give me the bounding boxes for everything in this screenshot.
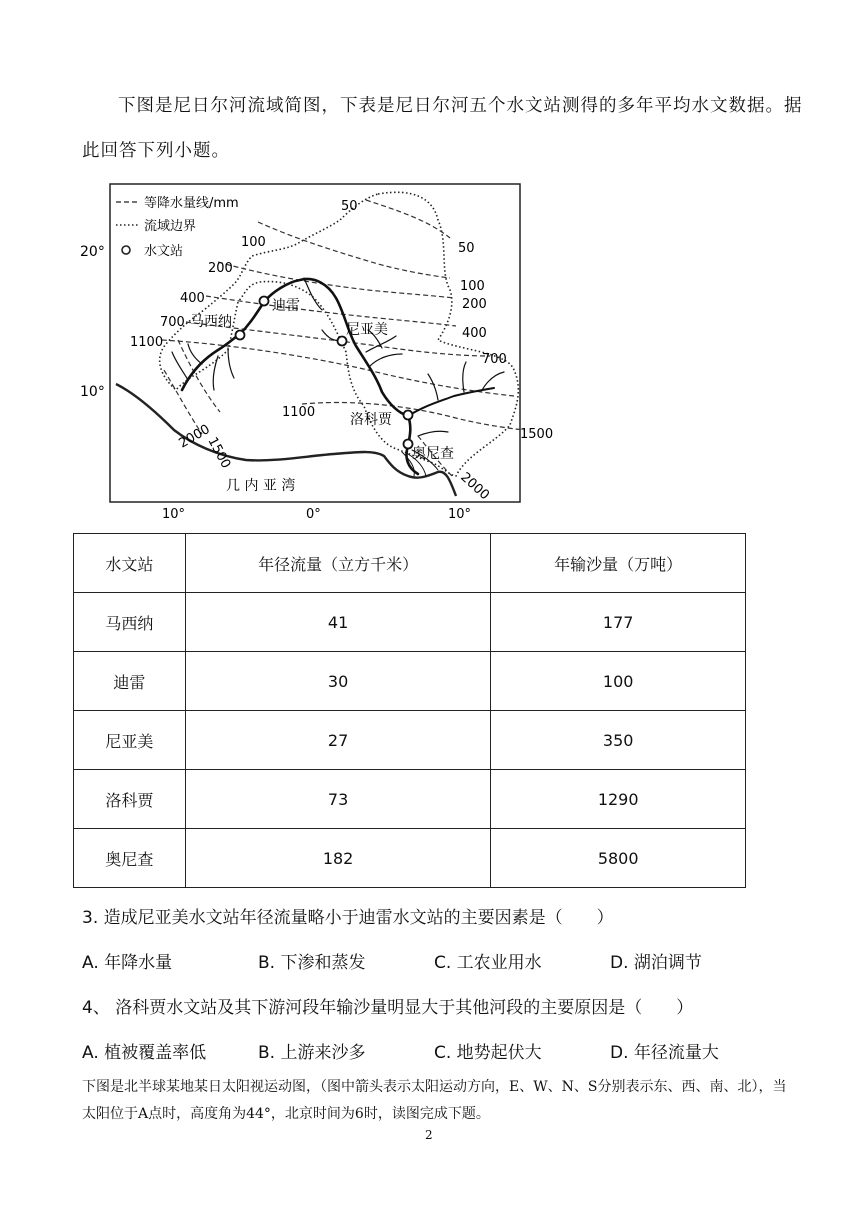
station-label-onitsha: 奥尼查: [412, 446, 454, 462]
cell-runoff: 27: [185, 711, 491, 770]
lon-label-0: 0°: [306, 507, 321, 522]
station-label-niamey: 尼亚美: [346, 322, 388, 338]
table-row: [74, 652, 746, 711]
legend-station-label: 水文站: [144, 244, 184, 259]
q4-option-a[interactable]: A. 植被覆盖率低: [82, 1043, 207, 1063]
station-lokoja-marker: [404, 411, 413, 420]
isohyet-label-200b: 200: [462, 297, 487, 312]
isohyet-label-400a: 400: [180, 291, 205, 306]
q3-option-c[interactable]: C. 工农业用水: [434, 953, 542, 973]
isohyet-label-700a: 700: [160, 315, 185, 330]
lat-label-20: 20°: [80, 244, 105, 260]
q3-option-a[interactable]: A. 年降水量: [82, 953, 173, 973]
hydrology-table: [73, 533, 746, 888]
cell-runoff: 73: [185, 770, 491, 829]
cell-runoff: 30: [185, 652, 491, 711]
lat-label-10: 10°: [80, 384, 105, 400]
header-sediment: 年输沙量（万吨）: [491, 534, 746, 593]
isohyet-label-100a: 100: [241, 235, 266, 250]
cell-runoff: 41: [185, 593, 491, 652]
legend-station-symbol: [122, 246, 130, 254]
next-section-intro: 下图是北半球某地某日太阳视运动图，（图中箭头表示太阳运动方向，E、W、N、S分别表示东、西、南、北），当太阳位于A点时，高度角为44°，北京时间为6时，读图完成下题。: [82, 1079, 787, 1122]
isohyet-label-1100b: 1100: [282, 405, 316, 420]
niger-basin-map: [78, 180, 554, 522]
station-label-lokoja: 洛科贾: [350, 412, 392, 428]
cell-sediment: 100: [491, 652, 746, 711]
legend-boundary-label: 流域边界: [144, 219, 197, 234]
q3-option-d[interactable]: D. 湖泊调节: [610, 953, 702, 973]
header-runoff: 年径流量（立方千米）: [185, 534, 491, 593]
sea-label: 几 内 亚 湾: [226, 478, 296, 494]
isohyet-label-700b: 700: [482, 352, 507, 367]
table-row: [74, 829, 746, 888]
station-dire-marker: [260, 297, 269, 306]
cell-sediment: 5800: [491, 829, 746, 888]
cell-sediment: 350: [491, 711, 746, 770]
isohyet-label-50a: 50: [341, 199, 358, 214]
table-row: [74, 593, 746, 652]
cell-station: 奥尼查: [74, 829, 186, 888]
header-station: 水文站: [74, 534, 186, 593]
cell-station: 洛科贾: [74, 770, 186, 829]
cell-station: 尼亚美: [74, 711, 186, 770]
isohyet-label-100b: 100: [460, 279, 485, 294]
isohyet-label-2000a: 2000: [176, 421, 213, 452]
lon-label-10w: 10°: [162, 507, 186, 522]
cell-station: 马西纳: [74, 593, 186, 652]
cell-sediment: 1290: [491, 770, 746, 829]
cell-sediment: 177: [491, 593, 746, 652]
question-4-stem: 4、 洛科贾水文站及其下游河段年输沙量明显大于其他河段的主要原因是（ ）: [82, 998, 694, 1018]
q4-option-d[interactable]: D. 年径流量大: [610, 1043, 719, 1063]
table-row: [74, 711, 746, 770]
isohyet-label-2000b: 2000: [457, 469, 492, 504]
table-header-row: [74, 534, 746, 593]
isohyet-label-200a: 200: [208, 261, 233, 276]
table-row: [74, 770, 746, 829]
lon-label-10e: 10°: [448, 507, 472, 522]
station-label-macina: 马西纳: [190, 314, 232, 330]
isohyet-label-1100a: 1100: [130, 335, 164, 350]
q3-option-b[interactable]: B. 下渗和蒸发: [258, 953, 366, 973]
isohyet-label-400b: 400: [462, 326, 487, 341]
q4-option-c[interactable]: C. 地势起伏大: [434, 1043, 542, 1063]
isohyet-label-50b: 50: [458, 241, 475, 256]
isohyet-label-1500b: 1500: [520, 427, 554, 442]
page-number: 2: [425, 1128, 433, 1142]
q4-option-b[interactable]: B. 上游来沙多: [258, 1043, 366, 1063]
cell-station: 迪雷: [74, 652, 186, 711]
cell-runoff: 182: [185, 829, 491, 888]
intro-paragraph: 下图是尼日尔河流域简图，下表是尼日尔河五个水文站测得的多年平均水文数据。据此回答下列小题。: [82, 96, 803, 161]
station-macina-marker: [236, 331, 245, 340]
question-3-stem: 3. 造成尼亚美水文站年径流量略小于迪雷水文站的主要因素是（ ）: [82, 908, 614, 928]
station-label-dire: 迪雷: [272, 298, 300, 314]
isohyet-label-1500a: 1500: [204, 434, 234, 472]
legend-isohyet-label: 等降水量线/mm: [144, 196, 239, 211]
